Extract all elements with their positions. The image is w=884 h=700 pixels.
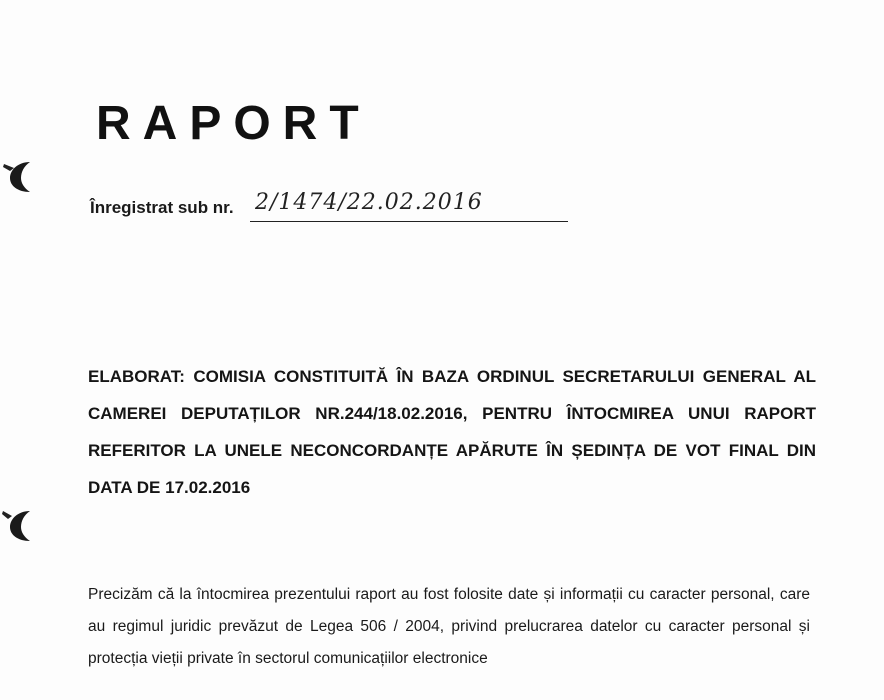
registration-underline — [250, 221, 568, 222]
confidentiality-note-paragraph: Precizăm că la întocmirea prezentului raport au fost folosite date și informații cu caracter personal, care au regimul juridic prevăzut de Legea 506 / 2004, privind prelucrarea datelor cu caracter personal și protecția vieții private în sectorul comunicațiilor electronice — [88, 586, 810, 667]
elaborat-paragraph: ELABORAT: COMISIA CONSTITUITĂ ÎN BAZA ORDINUL SECRETARULUI GENERAL AL CAMEREI DEPUTAȚILOR NR.244/18.02.2016, PENTRU ÎNTOCMIREA UNUI RAPORT REFERITOR LA UNELE NECONCORDANȚE APĂRUTE ÎN ȘEDINȚA DE VOT FINAL DIN DATA DE 17.02.2016 — [88, 367, 816, 497]
registration-line — [90, 190, 570, 228]
registration-number-handwritten: 2/1474/22.02.2016 — [255, 190, 483, 215]
punch-hole-mark-top — [0, 158, 40, 194]
document-title: RAPORT — [96, 97, 371, 150]
punch-hole-mark-bottom — [0, 507, 40, 543]
registration-label: Înregistrat sub nr. — [90, 198, 234, 217]
